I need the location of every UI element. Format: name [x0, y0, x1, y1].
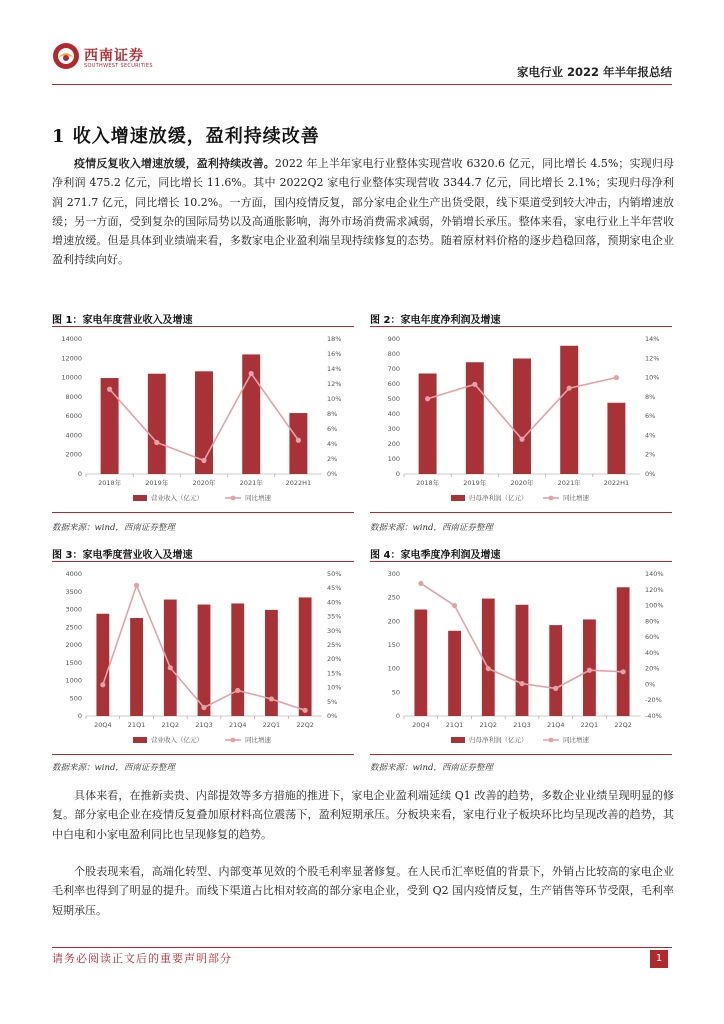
fig3-x-tick-label: 21Q1 — [127, 721, 146, 729]
fig2-bar — [560, 346, 578, 474]
fig2-growth-point — [425, 396, 430, 401]
fig1-yright-tick: 6% — [327, 425, 338, 433]
fig1-x-tick-label: 2021年 — [239, 479, 263, 487]
fig4-yright-tick: 120% — [645, 585, 664, 594]
fig4-yright-tick: 60% — [645, 633, 660, 642]
footer-divider — [52, 947, 672, 948]
fig2-x-tick-label: 2020年 — [510, 479, 534, 487]
fig2-legend-bar-label: 归母净利润（亿元） — [469, 494, 528, 502]
brand-logo — [52, 42, 162, 76]
fig1-yright-tick: 0% — [327, 470, 338, 478]
fig3-bar — [198, 605, 211, 716]
fig2-yleft-tick: 500 — [387, 395, 400, 403]
fig3-growth-point — [269, 696, 274, 701]
fig1-legend-line-marker — [231, 496, 236, 501]
fig4-yleft-tick: 200 — [387, 617, 400, 626]
fig4-bar — [549, 625, 562, 716]
fig4-bar — [414, 610, 427, 717]
fig2-yright-tick: 6% — [645, 412, 656, 421]
fig2-legend-bar-swatch — [451, 495, 465, 501]
header-divider — [52, 84, 672, 85]
fig2-growth-point — [472, 382, 477, 387]
section-title: 1 收入增速放缓，盈利持续改善 — [52, 126, 320, 147]
fig2-yright-tick: 12% — [645, 354, 660, 363]
fig3-bar — [130, 618, 143, 716]
fig2-yleft-tick: 900 — [387, 335, 400, 343]
fig3-yleft-tick: 4000 — [65, 570, 82, 578]
fig1-yright-tick: 16% — [327, 350, 342, 358]
fig4-growth-point — [587, 668, 592, 673]
fig4-yright-tick: 80% — [645, 617, 660, 626]
fig2-yleft-tick: 300 — [387, 425, 400, 433]
fig4-growth-point — [621, 669, 626, 674]
paragraph-3: 个股表现来看，高端化转型、内部变革见效的个股毛利率显著修复。在人民币汇率贬值的背景下，外销占比较高的家电企业毛利率也得到了明显的提升。而线下渠道占比相对较高的部分家电企业，受到 Q2 国内疫情反复，生产销售等环节受限，毛利率短期承压。 — [52, 865, 674, 917]
fig2-legend-line-marker — [549, 496, 554, 501]
fig2-bar — [607, 403, 625, 474]
fig1-source: 数据来源：wind，西南证券整理 — [52, 523, 175, 533]
fig4-x-tick-label: 21Q3 — [513, 721, 531, 729]
fig1-yleft-tick: 0 — [77, 470, 82, 478]
fig4-x-tick-label: 21Q1 — [445, 721, 464, 729]
fig1-legend-line-label: 同比增速 — [245, 494, 271, 502]
fig3-legend-line-marker — [231, 738, 236, 743]
fig4-yleft-tick: 250 — [387, 593, 400, 602]
fig1-yright-tick: 10% — [327, 395, 342, 403]
fig3-growth-point — [134, 583, 139, 588]
fig4-yright-tick: 20% — [645, 664, 660, 673]
fig3-title: 图 3：家电季度营业收入及增速 — [52, 550, 193, 561]
fig4-yleft-tick: 100 — [387, 664, 400, 673]
fig4-growth-point — [418, 581, 423, 586]
fig1-yright-tick: 18% — [327, 335, 342, 343]
fig4-title: 图 4：家电季度净利润及增速 — [370, 550, 501, 561]
fig4-yleft-tick: 0 — [395, 712, 400, 720]
fig3-yright-tick: 20% — [327, 655, 342, 664]
fig1-growth-point — [249, 371, 254, 376]
fig1-title: 图 1：家电年度营业收入及增速 — [52, 315, 193, 326]
fig4-bar — [617, 587, 630, 716]
fig3-chart-svg — [52, 562, 354, 752]
fig1-growth-point — [296, 438, 301, 443]
fig4-legend-bar-label: 归母净利润（亿元） — [469, 736, 528, 744]
fig3-yright-tick: 50% — [327, 570, 342, 578]
fig4-yleft-tick: 150 — [387, 641, 400, 649]
fig3-yright-tick: 25% — [327, 641, 342, 649]
fig1-chart-svg — [52, 327, 354, 510]
fig4-bottom-rule — [370, 754, 672, 755]
fig2-growth-point — [567, 386, 572, 391]
fig3-x-tick-label: 20Q4 — [94, 721, 112, 729]
fig2-bar — [513, 359, 531, 475]
fig2-yleft-tick: 600 — [387, 380, 400, 388]
fig4-x-tick-label: 22Q2 — [614, 721, 632, 729]
fig2-yright-tick: 0% — [645, 470, 656, 478]
fig2-yleft-tick: 400 — [387, 410, 400, 418]
fig1-bar — [289, 413, 307, 474]
fig3-yleft-tick: 3500 — [65, 587, 82, 596]
fig2-bar — [466, 362, 484, 474]
report-header-title: 家电行业 2022 年半年报总结 — [516, 65, 672, 79]
fig1-yright-tick: 2% — [327, 455, 338, 463]
intro-body: 2022 年上半年家电行业整体实现营收 6320.6 亿元，同比增长 4.5%；实现归母净利润 475.2 亿元，同比增长 11.6%。其中 2022Q2 家电行业整体实现营收 3344.7 亿元，同比增长 2.1%；实现归母净利润 271.7 亿元，同比增长 10.2%。一方面，国内疫情反复，部分家电企业生产出货受限，线下渠道受到较大冲击，内销增速放缓；另一方面，受到复杂的国际局势以及高通胀影响，海外市场消费需求减弱，外销增长承压。整体来看，家电行业上半年营收增速放缓。但是具体到业绩端来看，多数家电企业盈利端呈现持续修复的态势。随着原材料价格的逐步趋稳回落，预期家电企业盈利持续向好。 — [52, 157, 674, 267]
fig3-growth-point — [201, 705, 206, 710]
brand-name-en: SOUTHWEST SECURITIES — [84, 63, 153, 69]
fig2-yleft-tick: 200 — [387, 440, 400, 448]
fig3-legend-bar-swatch — [133, 737, 147, 743]
fig2-x-tick-label: 2022H1 — [603, 479, 630, 487]
fig4-x-tick-label: 21Q4 — [546, 721, 565, 729]
fig1-yright-tick: 12% — [327, 380, 342, 388]
fig4-x-tick-label: 21Q2 — [479, 721, 498, 729]
fig4-chart-svg — [370, 562, 672, 752]
fig3-growth-point — [168, 665, 173, 670]
fig1-x-tick-label: 2020年 — [192, 479, 216, 487]
fig3-bottom-rule — [52, 754, 354, 755]
page-number: 1 — [650, 950, 668, 968]
fig3-legend-line-label: 同比增速 — [245, 736, 271, 744]
fig4-x-tick-label: 22Q1 — [580, 721, 599, 729]
fig3-yright-tick: 35% — [327, 612, 342, 621]
fig3-yleft-tick: 1000 — [65, 676, 82, 685]
fig1-yleft-tick: 2000 — [65, 450, 82, 459]
fig3-yleft-tick: 2500 — [65, 623, 82, 632]
fig2-yright-tick: 2% — [645, 450, 656, 459]
fig3-bar — [299, 597, 312, 716]
fig1-yright-tick: 14% — [327, 365, 342, 373]
fig4-bar — [516, 605, 529, 716]
fig1-yright-tick: 8% — [327, 410, 338, 418]
fig4-legend-bar-swatch — [451, 737, 465, 743]
fig1-yleft-tick: 6000 — [65, 412, 82, 421]
fig4-yright-tick: 140% — [645, 570, 664, 578]
fig2-source: 数据来源：wind，西南证券整理 — [370, 523, 493, 533]
fig3-yright-tick: 45% — [327, 584, 342, 593]
fig3-growth-point — [303, 708, 308, 713]
paragraph-2: 具体来看，在推新卖贵、内部提效等多方措施的推进下，家电企业盈利端延续 Q1 改善的趋势，多数企业业绩呈现明显的修复。部分家电企业在疫情反复叠加原材料高位震荡下，盈利短期承压。分板块来看，家电行业子板块环比均呈现改善的趋势，其中白电和小家电盈利同比也呈现修复的趋势。 — [52, 789, 674, 841]
fig3-bar — [96, 614, 109, 716]
brand-name: 西南证券 — [84, 48, 144, 64]
fig4-yright-tick: -20% — [645, 696, 662, 705]
fig2-yright-tick: 8% — [645, 392, 656, 401]
fig1-growth-point — [107, 387, 112, 392]
fig1-bar — [101, 378, 119, 474]
fig3-bar — [231, 603, 244, 716]
fig2-yright-tick: 10% — [645, 373, 660, 382]
fig3-source: 数据来源：wind，西南证券整理 — [52, 763, 175, 773]
fig2-yleft-tick: 700 — [387, 365, 400, 373]
fig3-yright-tick: 15% — [327, 669, 342, 678]
fig3-yleft-tick: 500 — [69, 694, 82, 703]
fig2-title: 图 2：家电年度净利润及增速 — [370, 315, 501, 326]
fig2-bar — [419, 374, 437, 475]
fig1-bottom-rule — [52, 512, 354, 513]
fig4-bar — [448, 631, 461, 716]
fig3-legend-bar-label: 营业收入（亿元） — [151, 736, 203, 744]
fig2-yleft-tick: 800 — [387, 350, 400, 358]
fig2-yright-tick: 14% — [645, 335, 660, 343]
fig3-x-tick-label: 22Q2 — [296, 721, 314, 729]
fig3-yright-tick: 40% — [327, 598, 342, 607]
fig4-legend-line-label: 同比增速 — [563, 736, 589, 744]
fig3-growth-point — [235, 688, 240, 693]
fig4-growth-point — [519, 681, 524, 686]
fig2-x-tick-label: 2019年 — [463, 479, 487, 487]
fig4-chart — [370, 562, 672, 752]
fig4-yright-tick: 40% — [645, 648, 660, 657]
fig2-growth-point — [614, 375, 619, 380]
fig3-yright-tick: 0% — [327, 712, 338, 720]
fig3-x-tick-label: 21Q4 — [228, 721, 247, 729]
fig1-yleft-tick: 8000 — [65, 392, 82, 401]
fig2-growth-point — [519, 437, 524, 442]
fig2-chart — [370, 327, 672, 510]
fig3-yright-tick: 10% — [327, 683, 342, 692]
fig3-yright-tick: 5% — [327, 697, 338, 706]
fig2-yleft-tick: 100 — [387, 455, 400, 463]
fig4-yright-tick: 0% — [645, 680, 656, 689]
intro-lead: 疫情反复收入增速放缓，盈利持续改善。 — [74, 157, 275, 170]
intro-paragraph — [52, 154, 674, 270]
fig2-x-tick-label: 2018年 — [416, 479, 440, 487]
fig4-yleft-tick: 50 — [391, 688, 400, 697]
fig1-yleft-tick: 10000 — [61, 373, 82, 382]
fig3-yleft-tick: 2000 — [65, 641, 82, 649]
fig2-chart-svg — [370, 327, 672, 510]
fig4-growth-point — [452, 603, 457, 608]
fig1-growth-point — [154, 440, 159, 445]
fig4-growth-point — [553, 686, 558, 691]
fig1-growth-point — [201, 458, 206, 463]
fig1-chart — [52, 327, 354, 510]
fig4-source: 数据来源：wind，西南证券整理 — [370, 763, 493, 773]
fig3-growth-point — [100, 682, 105, 687]
fig1-legend-bar-swatch — [133, 495, 147, 501]
brand-logo-icon — [52, 42, 80, 70]
fig4-bar — [482, 599, 495, 716]
fig3-yleft-tick: 3000 — [65, 605, 82, 614]
fig2-yleft-tick: 0 — [395, 470, 400, 478]
fig2-bottom-rule — [370, 512, 672, 513]
fig4-x-tick-label: 20Q4 — [412, 721, 430, 729]
fig4-yright-tick: -40% — [645, 712, 662, 720]
fig4-yleft-tick: 300 — [387, 570, 400, 578]
fig4-legend-line-marker — [549, 738, 554, 743]
fig3-chart — [52, 562, 354, 752]
fig3-yleft-tick: 1500 — [65, 658, 82, 667]
footer-disclaimer: 请务必阅读正文后的重要声明部分 — [52, 952, 232, 965]
fig1-legend-bar-label: 营业收入（亿元） — [151, 494, 203, 502]
fig4-yright-tick: 100% — [645, 601, 664, 610]
fig3-yleft-tick: 0 — [77, 712, 82, 720]
fig4-growth-point — [486, 666, 491, 671]
fig1-bar — [148, 374, 166, 474]
fig2-legend-line-label: 同比增速 — [563, 494, 589, 502]
fig3-x-tick-label: 22Q1 — [262, 721, 281, 729]
fig1-x-tick-label: 2019年 — [145, 479, 169, 487]
fig2-x-tick-label: 2021年 — [557, 479, 581, 487]
fig3-x-tick-label: 21Q3 — [195, 721, 213, 729]
fig1-x-tick-label: 2018年 — [98, 479, 122, 487]
fig1-yleft-tick: 4000 — [65, 431, 82, 440]
fig3-yright-tick: 30% — [327, 626, 342, 635]
fig2-yright-tick: 4% — [645, 431, 656, 440]
fig1-yleft-tick: 14000 — [61, 335, 82, 343]
fig3-x-tick-label: 21Q2 — [161, 721, 180, 729]
fig1-yright-tick: 4% — [327, 440, 338, 448]
fig1-x-tick-label: 2022H1 — [285, 479, 312, 487]
fig1-yleft-tick: 12000 — [61, 354, 82, 363]
